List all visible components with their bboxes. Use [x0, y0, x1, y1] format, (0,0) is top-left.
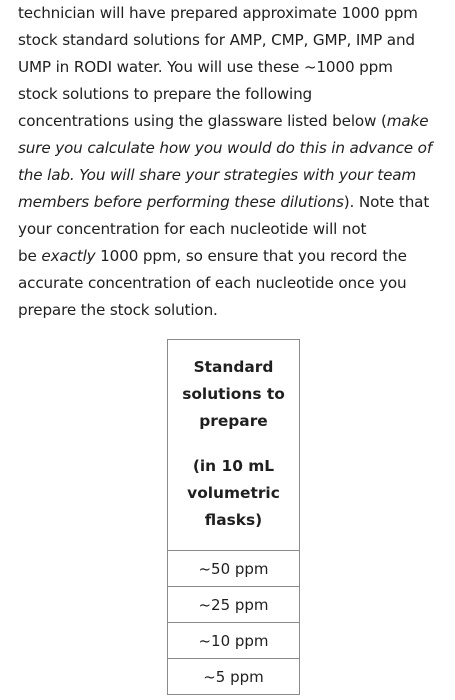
paragraph-italic-text: the lab. You will share your strategies with your team [18, 166, 417, 184]
paragraph-text: concentrations using the glassware listed below ( [18, 112, 387, 130]
standard-solutions-table [167, 339, 300, 695]
paragraph-line: stock solutions to prepare the following [18, 85, 313, 103]
paragraph-line [18, 189, 454, 216]
table-header-line: volumetric [187, 484, 280, 502]
paragraph-italic-text: members before performing these dilutions [18, 193, 344, 211]
table-header [168, 340, 300, 551]
table-row [168, 659, 300, 695]
table-row [168, 587, 300, 623]
paragraph-line [18, 108, 454, 135]
instructions-paragraph [18, 0, 454, 324]
paragraph-italic-text: exactly [41, 247, 96, 265]
paragraph-line [18, 162, 454, 189]
table-header-line: flasks) [204, 511, 263, 529]
table-header-line: prepare [199, 412, 268, 430]
paragraph-line: prepare the stock solution. [18, 301, 218, 319]
table-header-line: (in 10 mL [192, 457, 275, 475]
paragraph-text: be [18, 247, 42, 265]
table-cell: ~10 ppm [168, 623, 300, 659]
paragraph-line [18, 243, 454, 270]
paragraph-line: UMP in RODI water. You will use these ~1000 ppm [18, 58, 393, 76]
paragraph-italic-text: sure you calculate how you would do this in advance of [18, 139, 433, 157]
table-header-line: Standard [193, 358, 274, 376]
table-cell: ~5 ppm [168, 659, 300, 695]
paragraph-line: accurate concentration of each nucleotide once you [18, 274, 407, 292]
paragraph-line: your concentration for each nucleotide will not [18, 220, 367, 238]
paragraph-text: 1000 ppm, so ensure that you record the [95, 247, 407, 265]
paragraph-text: ). Note that [343, 193, 430, 211]
paragraph-italic-text: make [386, 112, 429, 130]
table-row [168, 623, 300, 659]
paragraph-line [18, 135, 454, 162]
table-cell: ~50 ppm [168, 551, 300, 587]
paragraph-line: technician will have prepared approximate 1000 ppm [18, 4, 418, 22]
table-cell: ~25 ppm [168, 587, 300, 623]
paragraph-line: stock standard solutions for AMP, CMP, GMP, IMP and [18, 31, 415, 49]
table-row [168, 551, 300, 587]
table-header-line: solutions to [182, 385, 285, 403]
